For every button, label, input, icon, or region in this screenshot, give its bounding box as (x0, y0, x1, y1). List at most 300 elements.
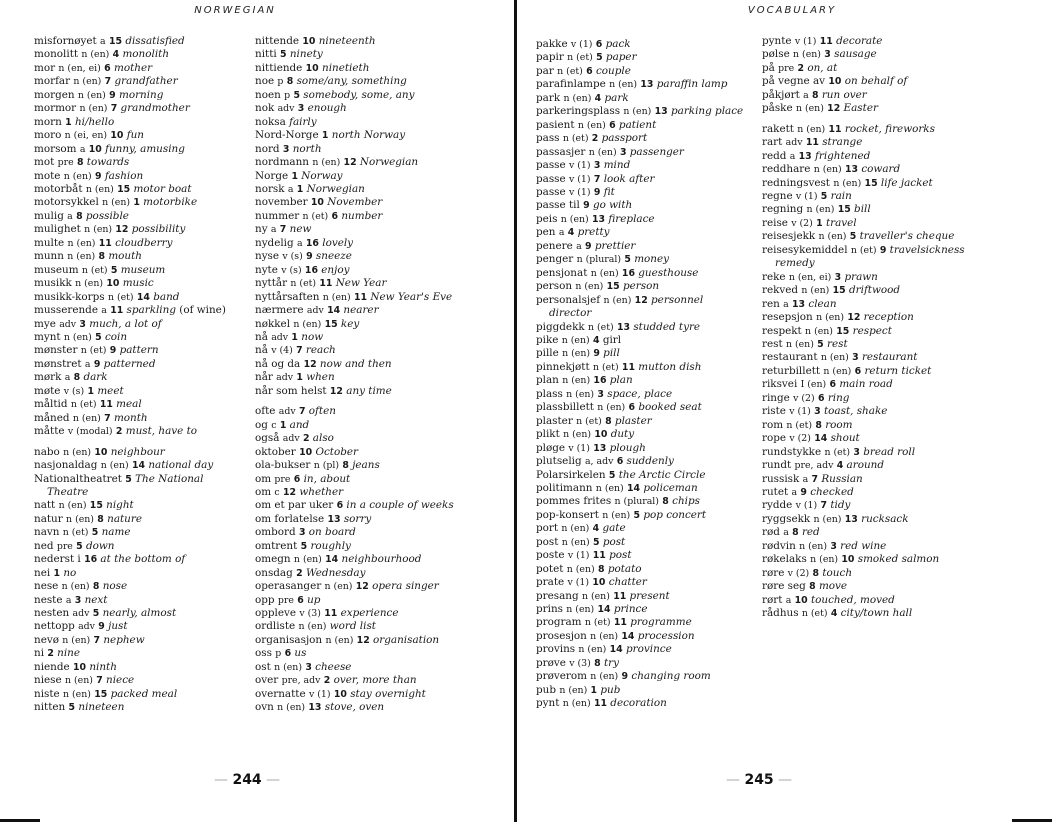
entry-translation: word list (329, 620, 376, 633)
entry-grammar: n (en) (84, 224, 113, 236)
entry-grammar: n (en) (562, 348, 591, 360)
entry-chapter-number: 7 (96, 675, 103, 687)
entry-translation: post (609, 549, 632, 562)
vocab-entry (536, 401, 756, 414)
entry-grammar: n (en) (818, 231, 847, 243)
entry-translation: roughly (310, 539, 351, 552)
entry-translation: bread roll (863, 445, 916, 458)
entry-chapter-number: 5 (817, 338, 824, 350)
entry-chapter-number: 6 (336, 500, 344, 512)
vocab-entry (762, 150, 1052, 163)
vocab-entry (536, 119, 756, 132)
entry-grammar: n (en) (277, 702, 306, 714)
vocab-entry (34, 580, 244, 593)
entry-chapter-number: 4 (112, 49, 120, 61)
entry-chapter-number: 4 (592, 334, 600, 346)
entry-grammar: n (plural) (576, 254, 622, 266)
entry-chapter-number: 14 (325, 554, 339, 566)
entry-grammar: n (en) (73, 76, 102, 88)
entry-translation: nineteen (78, 701, 125, 714)
entry-chapter-number: 9 (94, 170, 102, 182)
vocab-entry (762, 325, 1052, 338)
entry-chapter-number: 10 (110, 130, 124, 142)
entry-grammar: v (1) (570, 39, 593, 50)
vocab-entry (762, 567, 1052, 580)
entry-translation: programme (630, 616, 692, 629)
entry-translation: remedy (775, 257, 815, 270)
entry-headword: nesten (34, 607, 70, 620)
entry-headword: rundt (762, 459, 792, 472)
vocab-entry (34, 223, 244, 236)
entry-headword: plass (536, 387, 563, 400)
vocab-entry (536, 334, 756, 347)
entry-chapter-number: 5 (624, 254, 631, 266)
vocab-entry (762, 230, 1052, 243)
entry-headword: pakke (536, 38, 568, 50)
entry-translation: girl (602, 333, 622, 346)
entry-headword: november (255, 196, 308, 209)
vocab-entry (536, 213, 756, 226)
entry-translation: morning (118, 88, 164, 101)
entry-chapter-number: 1 (87, 385, 94, 397)
entry-headword: norsk (255, 182, 285, 195)
entry-headword: nummer (255, 209, 300, 222)
entry-headword: pen (536, 226, 556, 239)
entry-translation: Norwegian (306, 182, 365, 195)
entry-headword: mønster (34, 344, 78, 357)
entry-headword: måned (34, 411, 70, 424)
vocab-entry (34, 499, 244, 512)
vocab-entry (536, 495, 756, 508)
entry-chapter-number: 2 (302, 433, 310, 445)
entry-translation: rain (830, 189, 852, 202)
entry-grammar: v (2) (793, 392, 815, 404)
entry-grammar: n (en) (562, 698, 591, 710)
vocab-entry (34, 425, 244, 438)
entry-grammar: adv (282, 433, 300, 445)
vocab-entry (536, 469, 756, 482)
vocab-entry (255, 580, 505, 593)
entry-grammar: n (et) (557, 65, 583, 77)
entry-grammar: adv (785, 137, 803, 149)
entry-chapter-number: 1 (279, 419, 287, 431)
entry-grammar: n (en) (810, 554, 839, 566)
entry-translation: opera singer (372, 580, 439, 593)
entry-translation: down (86, 539, 115, 552)
vocab-entry (34, 75, 244, 88)
entry-grammar: n (en) (562, 375, 591, 387)
vocab-entry (536, 482, 756, 495)
entry-translation: much, a lot of (89, 317, 162, 330)
entry-translation: bill (854, 203, 871, 216)
entry-headword: musikk-korps (34, 290, 105, 303)
entry-chapter-number: 11 (99, 399, 113, 411)
entry-grammar: n (et) (70, 399, 97, 411)
entry-translation: ninth (89, 660, 117, 673)
vocab-entry (762, 365, 1052, 378)
entry-headword: nydelig (255, 236, 294, 249)
entry-translation: patient (618, 118, 657, 131)
vocab-entry (536, 603, 756, 616)
entry-translation: must, have to (125, 425, 198, 438)
entry-chapter-number: 15 (108, 36, 122, 47)
entry-translation: new (289, 223, 312, 236)
vocab-entry (762, 580, 1052, 593)
vocab-entry (762, 62, 1052, 75)
entry-headword: rart (762, 136, 783, 149)
entry-chapter-number: 6 (616, 456, 624, 468)
entry-chapter-number: 1 (296, 183, 304, 195)
entry-translation: decoration (610, 697, 667, 710)
entry-translation: packed meal (110, 687, 178, 700)
vocab-entry (255, 499, 505, 512)
vocab-entry (255, 688, 505, 701)
entry-chapter-number: 8 (815, 419, 822, 431)
entry-headword: på vegne av (762, 75, 826, 88)
running-head-right: VOCABULARY (747, 5, 837, 16)
entry-chapter-number: 3 (305, 661, 312, 673)
entry-headword: mye (34, 317, 56, 330)
vocab-entry (34, 89, 244, 102)
entry-chapter-number: 13 (654, 106, 668, 118)
entry-headword: om (255, 472, 272, 485)
entry-headword: rutet (762, 485, 789, 498)
entry-headword: nord (255, 142, 280, 155)
entry-chapter-number: 14 (814, 433, 828, 445)
entry-headword: rekved (762, 284, 799, 297)
vocab-entry (255, 156, 505, 169)
entry-grammar: pre (56, 540, 73, 552)
entry-grammar: adv (306, 305, 324, 317)
entry-translation: at the bottom of (100, 553, 186, 566)
entry-chapter-number: 16 (593, 375, 607, 387)
entry-grammar: v (3) (569, 657, 591, 669)
vocab-entry (536, 267, 756, 280)
vocab-entry (762, 163, 1052, 176)
vocab-entry (536, 199, 756, 212)
entry-chapter-number: 14 (627, 482, 641, 494)
entry-headword: prate (536, 576, 565, 589)
entry-grammar: adv (277, 103, 295, 115)
entry-grammar: v (1) (568, 186, 591, 198)
entry-headword: politimann (536, 481, 593, 494)
entry-chapter-number: 2 (115, 426, 123, 438)
entry-translation: lovely (322, 236, 354, 249)
entry-grammar: n (en) (795, 103, 824, 115)
entry-grammar: a (101, 305, 107, 317)
entry-grammar: n (et) (567, 52, 593, 64)
entry-chapter-number: 12 (827, 103, 841, 115)
entry-translation: month (113, 411, 148, 424)
entry-translation: space, place (607, 387, 673, 400)
vocab-entry (536, 186, 756, 199)
entry-translation: pub (600, 683, 621, 696)
entry-translation: travel (825, 216, 857, 229)
entry-headword: nærmere (255, 304, 304, 317)
entry-grammar: a (79, 143, 86, 155)
vocab-entry (255, 385, 505, 398)
entry-headword: nederst i (34, 553, 81, 566)
entry-translation: the Arctic Circle (618, 468, 706, 481)
entry-grammar: a (65, 594, 72, 606)
entry-translation: north Norway (331, 129, 406, 142)
entry-grammar: n (ei, en) (64, 130, 108, 142)
entry-translation: passport (601, 132, 648, 145)
entry-chapter-number: 11 (621, 361, 635, 373)
entry-headword: parkeringsplass (536, 105, 621, 118)
vocab-entry (536, 670, 756, 683)
vocab-entry (536, 442, 756, 455)
entry-grammar: I (en) (800, 379, 827, 391)
entry-grammar: n (en) (590, 267, 619, 279)
entry-translation: over, more than (333, 674, 417, 687)
entry-headword: påske (762, 102, 793, 115)
vocab-entry (536, 146, 756, 159)
vocab-entry (34, 526, 244, 539)
entry-translation: mind (603, 159, 631, 172)
entry-headword: post (536, 535, 559, 548)
entry-chapter-number: 3 (297, 103, 305, 115)
vocab-entry (536, 361, 756, 374)
entry-grammar: adv (59, 318, 77, 330)
entry-grammar: v (1) (795, 500, 818, 512)
entry-translation: national day (148, 459, 214, 472)
entry-headword: mulighet (34, 223, 81, 236)
entry-headword: rød (762, 526, 780, 539)
entry-translation: passenger (629, 145, 684, 158)
entry-headword: prins (536, 603, 563, 616)
entry-headword: passasjer (536, 145, 586, 158)
entry-grammar: v (1) (568, 442, 590, 454)
vocab-entry (34, 459, 244, 472)
entry-chapter-number: 11 (613, 617, 627, 629)
entry-grammar: n (en) (597, 402, 626, 414)
entry-headword: personalsjef (536, 293, 601, 306)
vocab-entry (536, 509, 756, 522)
entry-translation: night (106, 499, 134, 512)
entry-grammar: n (et) (80, 345, 107, 357)
entry-translation: chips (672, 495, 700, 508)
entry-chapter-number: 5 (76, 540, 83, 552)
entry-headword: ni (34, 647, 45, 660)
vocab-entry (34, 143, 244, 156)
entry-grammar: a (296, 237, 303, 249)
vocab-entry (762, 271, 1052, 284)
entry-chapter-number: 15 (94, 688, 108, 700)
entry-grammar: n (en) (813, 513, 842, 525)
entry-headword: rørt (762, 593, 783, 606)
vocab-entry (255, 48, 505, 61)
vocab-entry (255, 318, 505, 331)
entry-chapter-number: 8 (809, 581, 816, 593)
entry-translation: New Year's Eve (370, 290, 453, 303)
entry-grammar: n (en) (75, 278, 104, 290)
entry-chapter-number: 1 (590, 684, 598, 696)
entry-grammar: n (en) (560, 213, 589, 225)
entry-headword: møte (34, 384, 61, 397)
entry-translation: jeans (352, 459, 380, 472)
entry-grammar: a (270, 224, 277, 236)
entry-translation: sausage (834, 48, 877, 61)
entry-headword: nok (255, 102, 275, 115)
entry-headword: omtrent (255, 539, 298, 552)
entry-grammar: n (en) (609, 79, 638, 91)
entry-translation: mouth (108, 250, 142, 263)
entry-translation: nearer (343, 304, 379, 317)
entry-headword: mørk (34, 371, 62, 384)
vocab-entry (255, 459, 505, 472)
entry-headword: nasjonaldag (34, 459, 98, 472)
entry-headword: nyttår (255, 277, 288, 290)
entry-translation: run over (821, 88, 867, 101)
entry-headword: nitten (34, 701, 66, 714)
entry-grammar: v (1) (568, 160, 591, 172)
vocab-entry (34, 674, 244, 687)
entry-grammar: n (en) (797, 123, 826, 135)
entry-translation: chatter (608, 576, 647, 589)
entry-translation: Wednesday (305, 566, 366, 579)
entry-chapter-number: 2 (47, 648, 54, 660)
vocab-entry (762, 48, 1052, 61)
vocab-entry (255, 620, 505, 633)
vocab-entry (536, 643, 756, 656)
entry-translation: music (122, 277, 154, 290)
entry-translation: also (312, 432, 334, 445)
entry-headword: ovn (255, 701, 274, 714)
vocab-entry (536, 78, 756, 91)
vocab-entry (762, 298, 1052, 311)
entry-headword: når som helst (255, 384, 327, 397)
entry-chapter-number: 13 (798, 150, 812, 162)
vocab-entry (536, 536, 756, 549)
entry-translation: policeman (643, 481, 698, 494)
vocab-entry (536, 173, 756, 186)
vocab-entry (536, 563, 756, 576)
entry-headword: passe (536, 185, 566, 198)
entry-translation: present (629, 589, 670, 602)
entry-headword: peis (536, 212, 558, 225)
entry-grammar: n (en) (799, 540, 827, 552)
entry-chapter-number: 15 (832, 285, 846, 297)
entry-chapter-number: 8 (662, 496, 669, 508)
entry-grammar: v (s) (282, 251, 303, 263)
entry-headword: Nord-Norge (255, 129, 319, 142)
entry-headword: nyttårsaften (255, 290, 320, 303)
entry-translation: some/any, something (296, 75, 407, 88)
entry-grammar: n (et) (576, 415, 602, 427)
vocab-entry (536, 697, 756, 710)
entry-chapter-number: 15 (89, 500, 103, 512)
entry-translation: somebody, some, any (303, 88, 415, 101)
entry-headword: plutselig (536, 455, 582, 468)
entry-headword: mulig (34, 209, 64, 222)
entry-headword: ofte (255, 405, 276, 418)
entry-headword: ombord (255, 526, 296, 539)
entry-grammar: a (576, 240, 582, 252)
entry-headword: reise (762, 216, 788, 229)
entry-chapter-number: 8 (597, 563, 605, 575)
entry-grammar: adv (271, 331, 289, 343)
entry-headword: respekt (762, 324, 802, 337)
vocab-entry (255, 432, 505, 445)
entry-grammar: n (et) (801, 608, 828, 620)
entry-translation: red wine (840, 539, 887, 552)
vocab-entry (536, 630, 756, 643)
entry-grammar: a (783, 298, 789, 310)
entry-headword: par (536, 64, 554, 77)
vocab-entry (255, 513, 505, 526)
entry-grammar: n (en) (561, 334, 590, 346)
vocab-entry (255, 634, 505, 647)
entry-chapter-number: 6 (817, 392, 825, 404)
entry-headword: riste (762, 405, 786, 418)
entry-chapter-number: 1 (291, 170, 298, 182)
entry-chapter-number: 3 (597, 388, 604, 400)
entry-headword: nordmann (255, 156, 309, 169)
entry-chapter-number: 3 (619, 146, 627, 158)
entry-headword: plaster (536, 414, 573, 427)
vocab-entry (762, 123, 1052, 136)
entry-translation: money (634, 253, 670, 266)
entry-translation: prettier (594, 239, 636, 252)
vocab-entry (34, 688, 244, 701)
entry-headword: park (536, 91, 561, 104)
vocab-entry (255, 35, 505, 48)
entry-chapter-number: 7 (104, 76, 112, 88)
entry-translation: on behalf of (844, 75, 908, 88)
entry-grammar: n (en) (816, 312, 844, 324)
entry-translation: organisation (373, 633, 440, 646)
entry-headword: niese (34, 674, 62, 687)
vocab-entry (34, 634, 244, 647)
entry-chapter-number: 13 (640, 79, 654, 91)
entry-chapter-number: 8 (76, 157, 84, 169)
entry-headword: passe (536, 172, 566, 185)
entry-translation: suddenly (626, 455, 674, 468)
entry-chapter-number: 6 (854, 365, 862, 377)
vocab-entry (34, 156, 244, 169)
entry-translation: move (818, 580, 848, 593)
entry-headword: pensjonat (536, 266, 588, 279)
entry-grammar: n (en) (67, 251, 96, 263)
vocab-entry (762, 513, 1052, 526)
entry-translation: when (306, 371, 335, 384)
entry-chapter-number: 8 (73, 372, 81, 384)
vocab-entry (255, 358, 505, 371)
entry-chapter-number: 1 (133, 197, 140, 209)
entry-translation: pack (605, 38, 631, 50)
entry-translation: pretty (577, 226, 610, 239)
vocab-entry (255, 183, 505, 196)
entry-headword: reke (762, 270, 786, 283)
entry-headword: pasient (536, 118, 575, 131)
entry-chapter-number: 5 (849, 231, 857, 243)
entry-grammar: n (en) (595, 482, 624, 494)
entry-grammar: v (2) (787, 567, 810, 579)
entry-translation: sorry (343, 512, 372, 525)
vocab-entry (762, 553, 1052, 566)
entry-chapter-number: 6 (609, 119, 616, 131)
entry-headword: mor (34, 61, 56, 74)
vocab-entry (255, 540, 505, 553)
entry-grammar: c (274, 486, 280, 498)
entry-chapter-number: 10 (594, 429, 608, 441)
entry-chapter-number: 5 (608, 469, 616, 481)
entry-headword: røre (762, 566, 785, 579)
entry-translation: sparkling (126, 304, 176, 317)
vocab-entry (34, 661, 244, 674)
entry-chapter-number: 10 (302, 36, 316, 47)
